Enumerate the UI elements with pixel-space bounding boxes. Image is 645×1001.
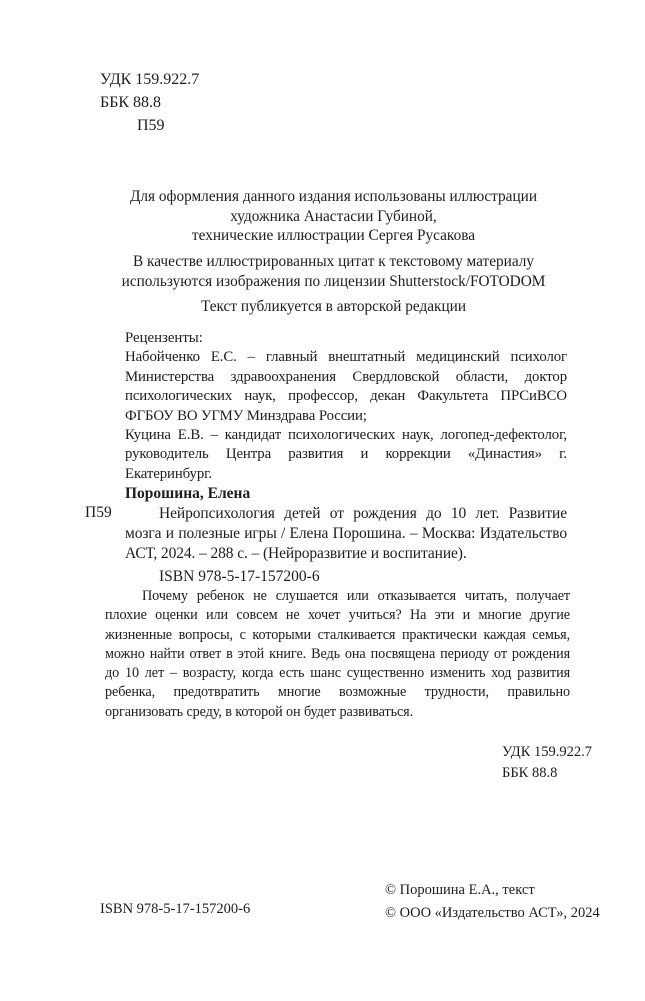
illustration-credit-line: технические иллюстрации Сергея Русакова xyxy=(191,227,476,244)
bbk-code: ББК 88.8 xyxy=(100,94,162,111)
footer-catalog-codes xyxy=(502,742,592,784)
copyright-notices xyxy=(385,879,600,924)
reviewers-section xyxy=(125,329,567,484)
udk-code: УДК 159.922.7 xyxy=(502,744,592,760)
catalog-isbn: ISBN 978-5-17-157200-6 xyxy=(159,568,320,585)
author-sign-code: П59 xyxy=(137,117,165,134)
reviewer-entry: Набойченко Е.С. – главный внештатный медицинский психолог Министерства здравоохранения Свердловской области, доктор психологических наук, профессор, декан Факультета ПРСиВСО ФГБОУ ВО УГМУ Минздрава России; xyxy=(125,349,567,424)
reviewers-label: Рецензенты: xyxy=(125,330,203,346)
image-license-note xyxy=(100,252,567,291)
authors-edition-note: Текст публикуется в авторской редакции xyxy=(200,298,467,315)
image-license-line: используются изображения по лицензии Shutterstock/FOTODOM xyxy=(121,272,546,290)
bbk-code: ББК 88.8 xyxy=(502,765,558,781)
catalog-bibliographic-description: Нейропсихология детей от рождения до 10 лет. Развитие мозга и полезные игры / Елена Порошина. – Москва: Издательство АСТ, 2024. – 288 с. – (Нейроразвитие и воспитание). xyxy=(125,505,567,562)
reviewer-entry: Куцина Е.В. – кандидат психологических наук, логопед-дефектолог, руководитель Центра развития и коррекции «Династия» г. Екатеринбург. xyxy=(125,427,567,482)
catalog-author-name: Порошина, Елена xyxy=(125,485,251,502)
copyright-publisher-text: © ООО «Издательство АСТ», 2024 xyxy=(385,904,600,921)
footer-isbn: ISBN 978-5-17-157200-6 xyxy=(100,901,251,917)
copyright-author-text: © Порошина Е.А., текст xyxy=(385,882,535,898)
catalog-card xyxy=(125,484,567,587)
illustration-credit-line: Для оформления данного издания использованы иллюстрации xyxy=(129,188,538,205)
udk-code: УДК 159.922.7 xyxy=(100,71,200,88)
illustration-credit-note xyxy=(100,187,567,246)
illustration-credit-line: художника Анастасии Губиной, xyxy=(230,207,437,225)
book-annotation: Почему ребенок не слушается или отказывается читать, получает плохие оценки или совсем не хочет учиться? На эти и многие другие жизненные вопросы, с которыми сталкивается практически каждая семья, можно найти ответ в этой книге. Ведь она посвящена периоду от рождения до 10 лет – возрасту, когда есть шанс существенно изменить ход развития ребенка, предотвратить многие возможные трудности, правильно организовать среду, в которой он будет развиваться. xyxy=(105,588,570,720)
image-license-line: В качестве иллюстрированных цитат к текстовому материалу xyxy=(132,253,535,270)
catalog-author-sign: П59 xyxy=(85,504,112,521)
header-catalog-codes xyxy=(100,68,199,137)
